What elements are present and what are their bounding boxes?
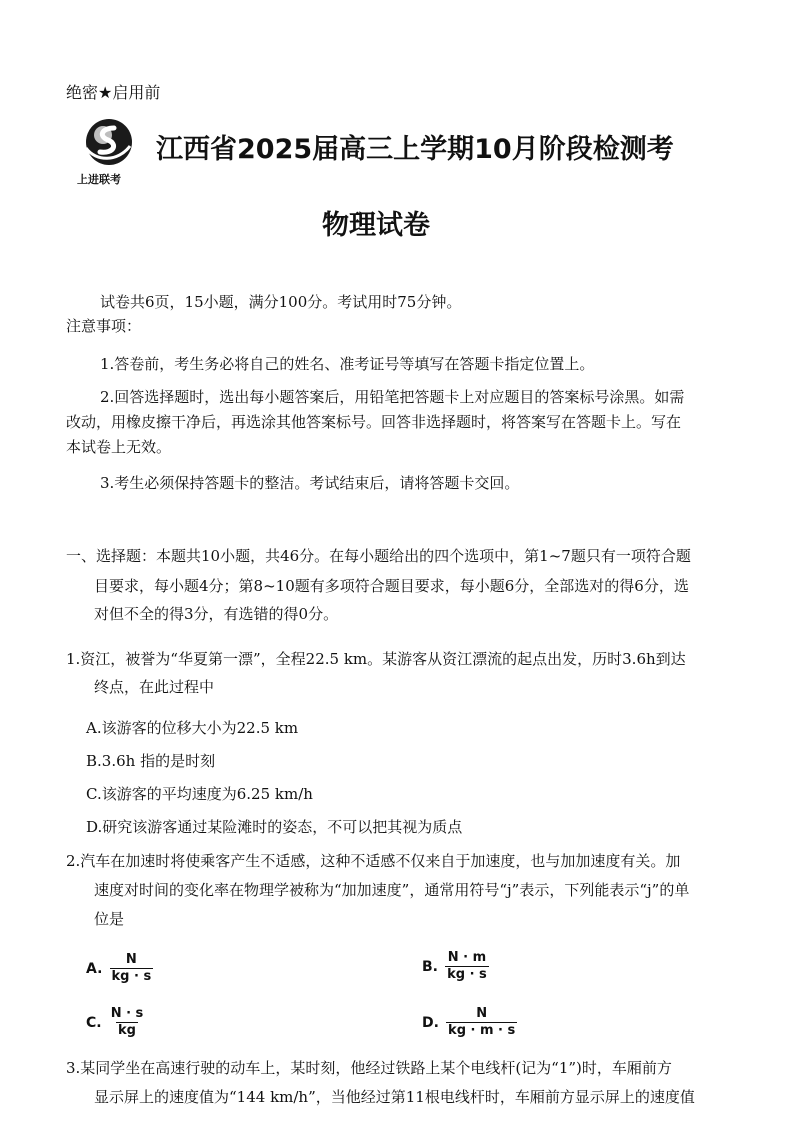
unit-fraction (446, 1006, 517, 1039)
option-letter: D. (422, 1014, 439, 1031)
question-2-line-1: 2.汽车在加速时将使乘客产生不适感，这种不适感不仅来自于加速度，也与加加速度有关。加 (66, 852, 681, 870)
note-3: 3.考生必须保持答题卡的整洁。考试结束后，请将答题卡交回。 (100, 474, 520, 492)
question-2-option-c (86, 1006, 145, 1039)
note-1: 1.答卷前，考生务必将自己的姓名、准考证号等填写在答题卡指定位置上。 (100, 355, 595, 373)
exam-subtitle: 物理试卷 (322, 210, 430, 241)
question-2-option-b (422, 950, 489, 983)
question-3-line-2: 显示屏上的速度值为“144 km/h”，当他经过第11根电线杆时，车厢前方显示屏上的速度值 (94, 1088, 695, 1106)
question-1-option-c: C.该游客的平均速度为6.25 km/h (86, 785, 313, 803)
section-1-line-3: 对但不全的得3分，有选错的得0分。 (94, 605, 339, 623)
unit-fraction (109, 1006, 146, 1039)
exam-title: 江西省2025届高三上学期10月阶段检测考 (156, 134, 674, 165)
question-2-option-a (86, 952, 153, 985)
confidential-label: 绝密★启用前 (66, 83, 161, 102)
question-2-option-d (422, 1006, 517, 1039)
fraction-numerator: N (476, 1006, 488, 1021)
question-1-option-a: A.该游客的位移大小为22.5 km (86, 719, 299, 737)
question-1-option-b: B.3.6h 指的是时刻 (86, 752, 216, 770)
question-1-line-1: 1.资江，被誉为“华夏第一漂”，全程22.5 km。某游客从资江漂流的起点出发，历时3.6h到达 (66, 650, 686, 668)
note-2-line-2: 改动，用橡皮擦干净后，再选涂其他答案标号。回答非选择题时，将答案写在答题卡上。写在 (66, 413, 682, 431)
question-1-line-2: 终点，在此过程中 (94, 678, 215, 696)
section-1-line-1: 一、选择题：本题共10小题，共46分。在每小题给出的四个选项中，第1~7题只有一项符合题 (66, 547, 691, 565)
section-1-line-2: 目要求，每小题4分；第8~10题有多项符合题目要求，每小题6分，全部选对的得6分，选 (94, 577, 689, 595)
fraction-numerator: N · m (447, 950, 487, 965)
note-2-line-3: 本试卷上无效。 (66, 438, 172, 456)
notes-title: 注意事项： (66, 317, 142, 335)
fraction-numerator: N · s (110, 1006, 144, 1021)
question-2-line-3: 位是 (94, 910, 125, 928)
question-3-line-1: 3.某同学坐在高速行驶的动车上，某时刻，他经过铁路上某个电线杆(记为“1”)时，车厢前方 (66, 1059, 672, 1077)
option-letter: C. (86, 1014, 102, 1031)
note-2-line-1: 2.回答选择题时，选出每小题答案后，用铅笔把答题卡上对应题目的答案标号涂黑。如需 (100, 388, 685, 406)
option-letter: A. (86, 960, 103, 977)
logo-text: 上进联考 (77, 173, 121, 186)
unit-fraction (445, 950, 489, 983)
fraction-numerator: N (125, 952, 137, 967)
fraction-denominator: kg (118, 1023, 136, 1038)
unit-fraction (110, 952, 154, 985)
fraction-denominator: kg · s (447, 967, 487, 982)
question-1-option-d: D.研究该游客通过某险滩时的姿态，不可以把其视为质点 (86, 818, 463, 836)
fraction-denominator: kg · m · s (448, 1023, 516, 1038)
exam-summary: 试卷共6页，15小题，满分100分。考试用时75分钟。 (100, 293, 462, 311)
question-2-line-2: 速度对时间的变化率在物理学被称为“加加速度”，通常用符号“j”表示，下列能表示“j”的单 (94, 881, 690, 899)
option-letter: B. (422, 958, 438, 975)
fraction-denominator: kg · s (111, 969, 152, 984)
